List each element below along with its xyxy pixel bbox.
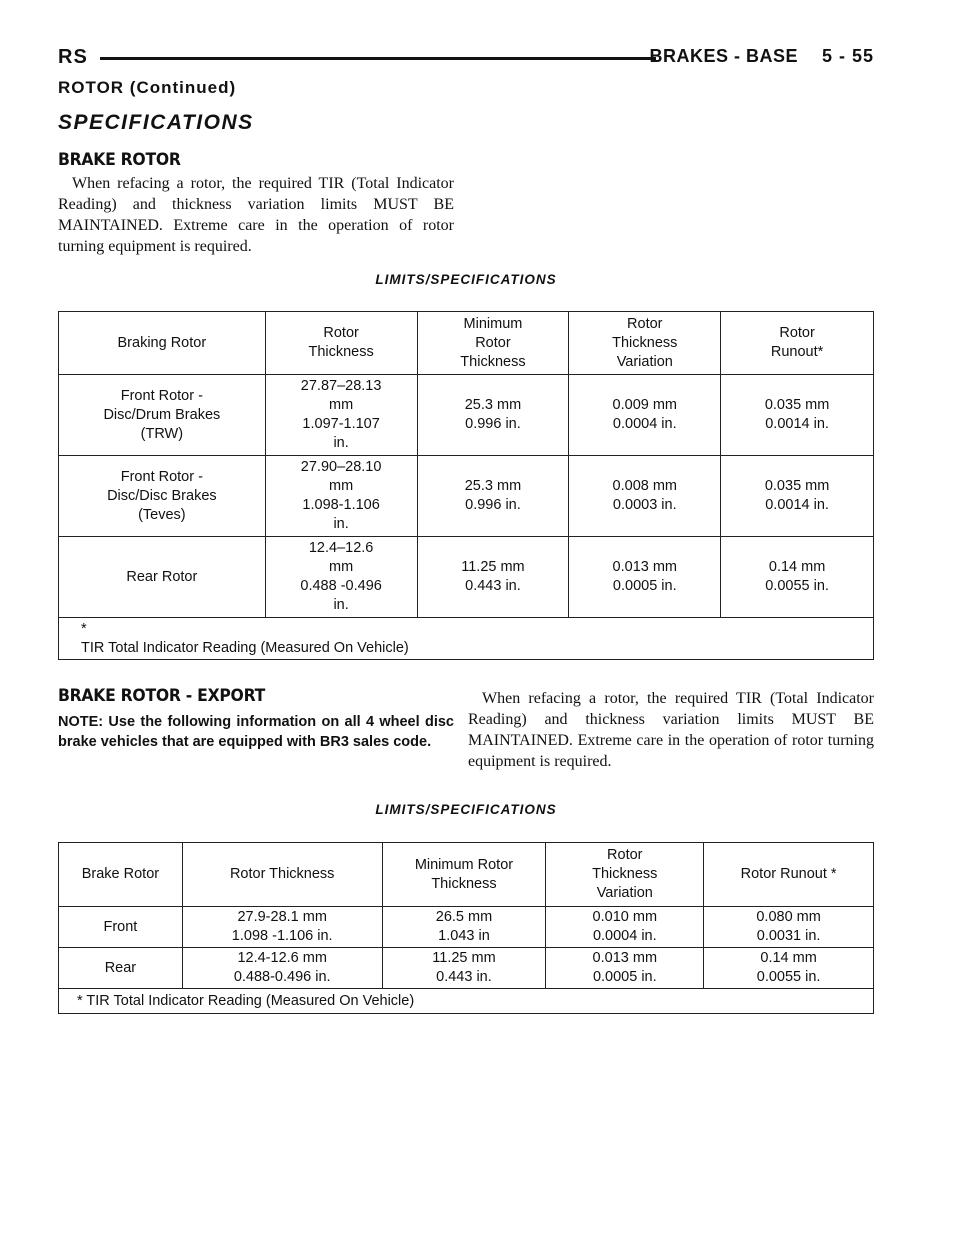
table-cell: 27.87–28.13 mm 1.097-1.107 in. [265,375,417,456]
table-footnote: * TIR Total Indicator Reading (Measured On Vehicle) [59,989,874,1014]
table-cell: 0.009 mm 0.0004 in. [569,375,721,456]
table-header-row [59,312,874,375]
header-rule [100,57,656,60]
table-cell: Rear [59,948,183,989]
brake-rotor-spec-table [58,311,874,660]
section-title: BRAKES - BASE [649,46,798,66]
specifications-heading: SPECIFICATIONS [58,111,254,134]
brake-rotor-export-heading: BRAKE ROTOR - EXPORT [58,686,266,706]
header-cell: Rotor Thickness [182,843,382,907]
table-cell: 27.9-28.1 mm 1.098 -1.106 in. [182,907,382,948]
table-cell: 25.3 mm 0.996 in. [417,375,569,456]
header-cell: Minimum Rotor Thickness [417,312,569,375]
brake-rotor-heading: BRAKE ROTOR [58,150,181,170]
table-cell: 25.3 mm 0.996 in. [417,456,569,537]
table-row [59,456,874,537]
header-cell: Rotor Runout* [721,312,874,375]
header-cell: Rotor Runout * [704,843,874,907]
table-cell: 0.14 mm 0.0055 in. [704,948,874,989]
table-cell: 0.010 mm 0.0004 in. [546,907,704,948]
table-cell: 0.035 mm 0.0014 in. [721,456,874,537]
table-row [59,907,874,948]
header-cell: Brake Rotor [59,843,183,907]
table-cell: Rear Rotor [59,537,266,618]
export-spec-table [58,842,874,1014]
table-cell: Front Rotor - Disc/Disc Brakes (Teves) [59,456,266,537]
table-row [59,948,874,989]
table-cell: 11.25 mm 0.443 in. [417,537,569,618]
table-row [59,375,874,456]
table-cell: 11.25 mm 0.443 in. [382,948,546,989]
table-cell: 0.008 mm 0.0003 in. [569,456,721,537]
header-cell: Rotor Thickness [265,312,417,375]
table-cell: 0.013 mm 0.0005 in. [546,948,704,989]
table-cell: 26.5 mm 1.043 in [382,907,546,948]
table-cell: 0.080 mm 0.0031 in. [704,907,874,948]
continued-heading: ROTOR (Continued) [58,78,237,97]
limits-table-title-1: LIMITS/SPECIFICATIONS [375,272,557,287]
header-cell: Minimum Rotor Thickness [382,843,546,907]
table-cell: 0.14 mm 0.0055 in. [721,537,874,618]
table-cell: Front [59,907,183,948]
table-cell: 27.90–28.10 mm 1.098-1.106 in. [265,456,417,537]
header-cell: Braking Rotor [59,312,266,375]
table-row [59,537,874,618]
export-note: NOTE: Use the following information on all 4 wheel disc brake vehicles that are equipped with BR3 sales code. [58,714,454,750]
table-cell: 12.4-12.6 mm 0.488-0.496 in. [182,948,382,989]
header-cell: Rotor Thickness Variation [569,312,721,375]
manual-code: RS [58,46,88,68]
table-footnote-row [59,989,874,1014]
table-cell: 0.035 mm 0.0014 in. [721,375,874,456]
table-header-row [59,843,874,907]
table-footnote: * TIR Total Indicator Reading (Measured On Vehicle) [59,618,874,660]
table-cell: Front Rotor - Disc/Drum Brakes (TRW) [59,375,266,456]
page-number: 5 - 55 [821,46,874,66]
export-paragraph: When refacing a rotor, the required TIR (Total Indicator Reading) and thickness variation limits MUST BE MAINTAINED. Extreme care in the operation of rotor turning equipment is required. [468,690,874,770]
table-cell: 12.4–12.6 mm 0.488 -0.496 in. [265,537,417,618]
brake-rotor-paragraph: When refacing a rotor, the required TIR (Total Indicator Reading) and thickness variation limits MUST BE MAINTAINED. Extreme care in the operation of rotor turning equipment is required. [58,175,454,255]
table-cell: 0.013 mm 0.0005 in. [569,537,721,618]
limits-table-title-2: LIMITS/SPECIFICATIONS [375,802,557,817]
header-cell: Rotor Thickness Variation [546,843,704,907]
page-header [58,44,874,72]
table-footnote-row [59,618,874,660]
